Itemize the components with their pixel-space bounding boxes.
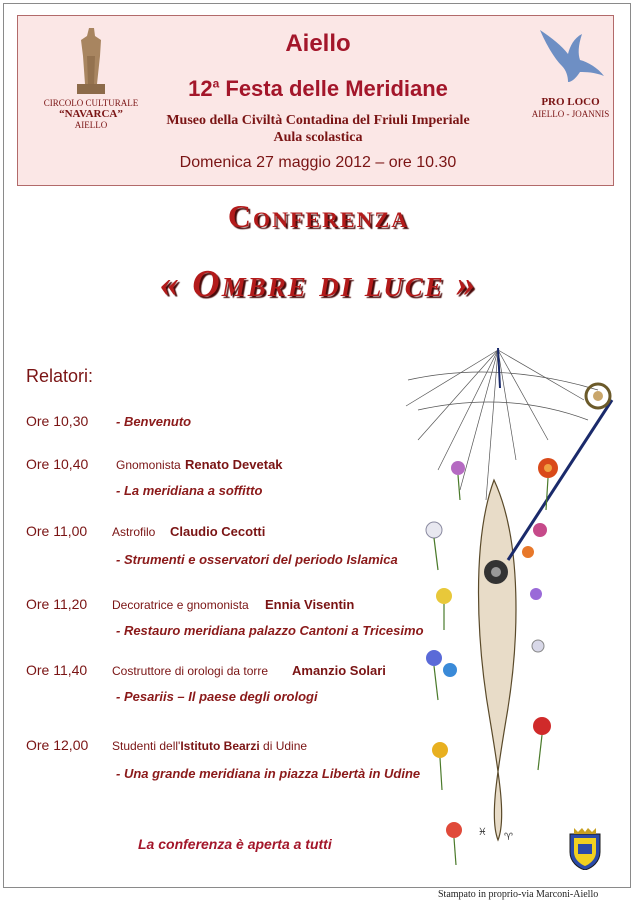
- speakers-label: Relatori:: [26, 366, 94, 386]
- speaker-role-prefix: Studenti dell': [112, 739, 181, 753]
- crest-icon: [566, 826, 604, 870]
- schedule-time: Ore 11,40: [26, 662, 88, 678]
- speaker-role: Astrofilo: [112, 525, 156, 539]
- speaker-role: Decoratrice e gnomonista: [112, 598, 249, 612]
- speaker-name: Amanzio Solari: [292, 663, 386, 678]
- speaker-role: [112, 739, 307, 753]
- left-org-line3: AIELLO: [74, 120, 108, 130]
- schedule-time: Ore 11,20: [26, 596, 88, 612]
- speaker-role-suffix: di Udine: [259, 739, 308, 753]
- svg-text:♓: ♓: [478, 827, 487, 838]
- statue-icon: [73, 26, 109, 96]
- right-organization: [523, 96, 618, 120]
- festival-number: 12: [188, 76, 213, 101]
- right-org-line2: AIELLO - JOANNIS: [531, 109, 610, 119]
- conference-title: « Ombre di luce »: [159, 263, 478, 305]
- bird-icon: [538, 24, 608, 84]
- header-box: [17, 15, 614, 186]
- schedule-talk: - Una grande meridiana in piazza Libertà in Udine: [116, 766, 421, 781]
- speaker-role: Costruttore di orologi da torre: [112, 664, 269, 678]
- town-title: Aiello: [285, 30, 351, 57]
- schedule-time: Ore 10,40: [26, 456, 89, 472]
- museum-line1: Museo della Civiltà Contadina del Friuli Imperiale: [166, 113, 470, 128]
- conference-heading: Conferenza: [227, 198, 410, 234]
- event-date: Domenica 27 maggio 2012 – ore 10.30: [179, 154, 457, 171]
- schedule-time: Ore 11,00: [26, 523, 88, 539]
- schedule-talk: - Pesariis – Il paese degli orologi: [116, 689, 318, 704]
- open-to-all-note: La conferenza è aperta a tutti: [138, 836, 332, 852]
- schedule-talk: - La meridiana a soffitto: [116, 483, 263, 498]
- right-org-line1: PRO LOCO: [541, 96, 600, 108]
- schedule-talk: - Strumenti e osservatori del periodo Islamica: [116, 552, 398, 567]
- schedule-talk: - Restauro meridiana palazzo Cantoni a Tricesimo: [116, 623, 424, 638]
- printed-by: Stampato in proprio-via Marconi-Aiello: [438, 889, 599, 900]
- festival-name: Festa delle Meridiane: [219, 76, 448, 101]
- speaker-name: Renato Devetak: [185, 457, 283, 472]
- left-organization: [26, 98, 156, 131]
- speaker-name: Claudio Cecotti: [170, 524, 266, 539]
- sundial-illustration: [398, 340, 630, 870]
- speaker-role: Gnomonista: [116, 458, 181, 472]
- left-org-line1: CIRCOLO CULTURALE: [43, 98, 139, 108]
- festival-ordinal: a: [212, 76, 220, 91]
- svg-text:♈: ♈: [504, 832, 513, 843]
- speaker-name: Istituto Bearzi: [180, 739, 260, 753]
- schedule-time: Ore 10,30: [26, 413, 89, 429]
- left-org-line2: “NAVARCA”: [59, 108, 123, 120]
- museum-line2: Aula scolastica: [273, 130, 363, 145]
- schedule-time: Ore 12,00: [26, 737, 89, 753]
- speaker-name: Ennia Visentin: [265, 597, 355, 612]
- museum-info: [138, 112, 498, 146]
- schedule-talk: - Benvenuto: [116, 414, 192, 429]
- festival-title: [138, 76, 498, 102]
